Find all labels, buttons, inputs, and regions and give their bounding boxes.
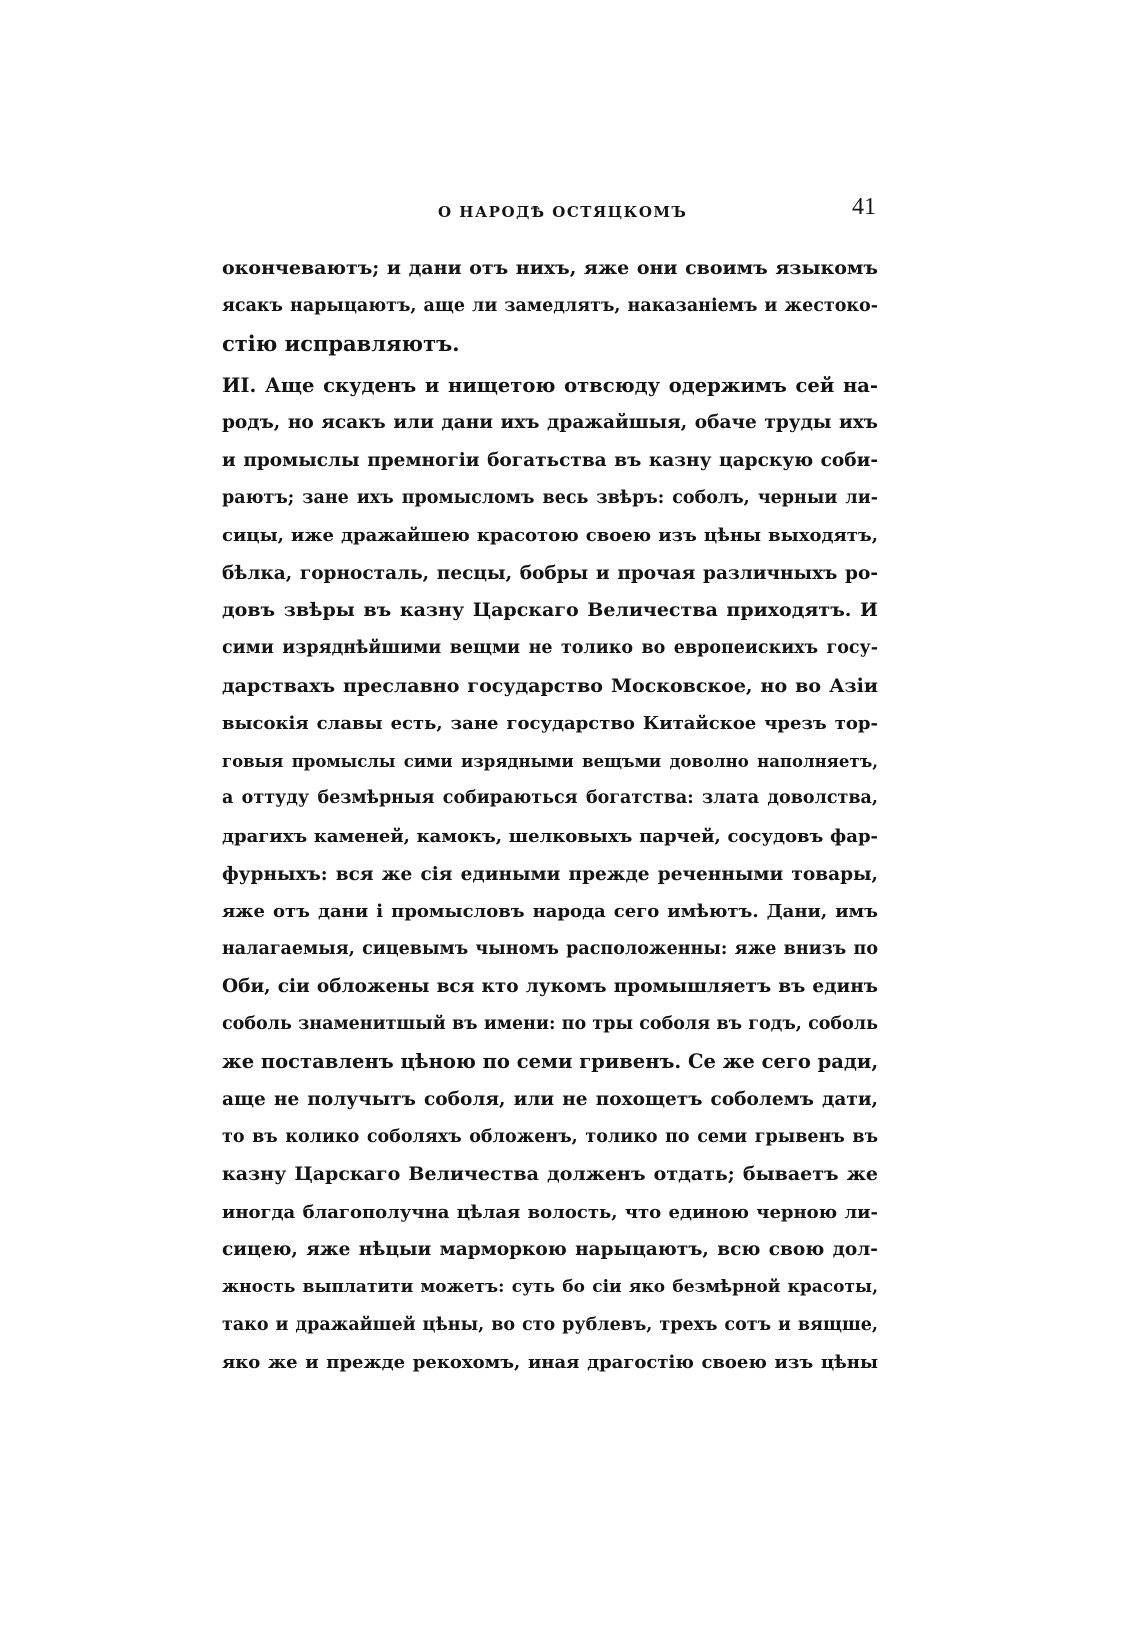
body-text	[222, 250, 878, 1382]
text-line: яко же и прежде рекохомъ, иная драгостію своею изъ цѣны	[222, 1352, 878, 1374]
text-line: казну Царскаго Величества долженъ отдать; бываетъ же	[222, 1163, 878, 1186]
text-line: говыя промыслы сими изрядными вещъми доволно наполняетъ,	[222, 751, 878, 771]
text-line: фурныхъ: вся же сія едиными прежде реченными товары,	[222, 863, 878, 885]
text-line: яже отъ дани і промысловъ народа сего имѣютъ. Дани, имъ	[222, 901, 878, 923]
text-line: то въ колико соболяхъ обложенъ, толико по семи грывенъ въ	[222, 1126, 878, 1147]
text-line: высокія славы есть, зане государство Китайское чрезъ тор-	[222, 713, 878, 735]
text-line: а оттуду безмѣрныя собираються богатства: злата доволства,	[222, 788, 878, 809]
paragraph-1	[222, 250, 878, 363]
text-line: сицы, иже дражайшею красотою своею изъ цѣны выходятъ,	[222, 525, 878, 547]
text-line: соболь знаменитшый въ имени: по тры соболя въ годъ, соболь	[222, 1013, 878, 1034]
text-line: родъ, но ясакъ или дани ихъ дражайшыя, обаче труды ихъ	[222, 412, 878, 434]
text-line: и промыслы премногіи богатьства въ казну царскую соби-	[222, 449, 878, 471]
text-line: тако и дражайшей цѣны, во сто рублевъ, трехъ сотъ и вящше,	[222, 1314, 878, 1335]
text-line: стію исправляютъ.	[222, 331, 460, 357]
text-line: сицею, яже нѣцыи марморкою нарыцаютъ, всю свою дол-	[222, 1239, 878, 1261]
text-line: довъ звѣры въ казну Царскаго Величества приходятъ. И	[222, 599, 878, 622]
text-line: окончеваютъ; и дани отъ нихъ, яже они своимъ языкомъ	[222, 257, 878, 279]
paragraph-2	[222, 367, 878, 1382]
text-line: аще не получытъ соболя, или не похощетъ соболемъ дати,	[222, 1089, 878, 1111]
running-head	[224, 194, 876, 230]
text-line: налагаемыя, сицевымъ чыномъ расположенны: яже внизъ по	[222, 938, 878, 959]
text-line: ИI. Аще скуденъ и нищетою отвсюду одержимъ сей на-	[222, 373, 878, 397]
text-line: раютъ; зане ихъ промысломъ весь звѣръ: соболъ, черныи ли-	[222, 487, 878, 508]
text-line: ясакъ нарыцаютъ, аще ли замедлятъ, наказаніемъ и жестоко-	[222, 295, 878, 316]
text-line: сими изряднѣйшими вещми не толико во европеискихъ госу-	[222, 637, 878, 658]
text-line: бѣлка, горносталь, песцы, бобры и прочая различныхъ ро-	[222, 562, 878, 584]
text-line: дарствахъ преславно государство Московское, но во Азіи	[222, 674, 878, 697]
text-line: драгихъ каменей, камокъ, шелковыхъ парчей, сосудовъ фар-	[222, 825, 878, 847]
running-title: О НАРОДѢ ОСТЯЦКОМЪ	[438, 203, 688, 221]
page-number: 41	[852, 194, 876, 220]
text-line: Оби, сіи обложены вся кто лукомъ промышляетъ въ единъ	[222, 976, 878, 998]
text-line: же поставленъ цѣною по семи гривенъ. Се же сего ради,	[222, 1050, 879, 1074]
text-line: жность выплатити можетъ: суть бо сіи яко безмѣрной красоты,	[222, 1277, 878, 1298]
text-line: иногда благополучна цѣлая волость, что единою черною ли-	[222, 1201, 878, 1223]
